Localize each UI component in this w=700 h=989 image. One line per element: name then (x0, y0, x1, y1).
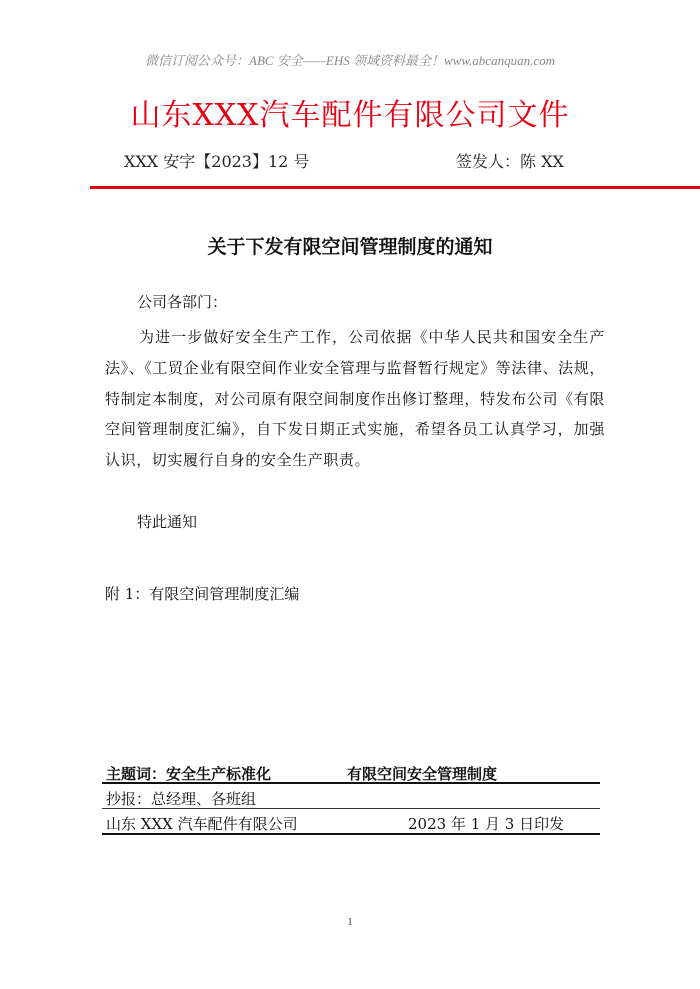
red-divider (90, 186, 700, 189)
keywords-row (102, 760, 600, 784)
keywords-label: 主题词：安全生产标准化 (106, 765, 272, 783)
body-paragraph: 为进一步做好安全生产工作，公司依据《中华人民共和国安全生产法》、《工贸企业有限空间作业安全管理与监督暂行规定》等法律、法规，特制定本制度，对公司原有限空间制度作出修订整理，特发布公司《有限空间管理制度汇编》，自下发日期正式实施，希望各员工认真学习，加强认识，切实履行自身的安全生产职责。 (105, 328, 605, 470)
cc-row (102, 784, 600, 809)
issue-date: 2023 年 1 月 3 日印发 (408, 815, 565, 833)
closing-line: 特此通知 (137, 513, 198, 531)
document-footer-table (102, 760, 600, 835)
signer: 签发人：陈 XX (456, 152, 564, 171)
page-number: 1 (347, 917, 353, 928)
salutation: 公司各部门： (137, 293, 228, 311)
document-title: 山东XXX汽车配件有限公司文件 (130, 98, 570, 133)
header-watermark-note: 微信订阅公众号：ABC 安全——EHS 领域资料最全！www.abcanquan.com (145, 53, 555, 68)
attachment-line: 附 1：有限空间管理制度汇编 (105, 585, 300, 603)
keywords-value: 有限空间安全管理制度 (347, 765, 498, 783)
issuer-row (102, 809, 600, 835)
issuer-name: 山东 XXX 汽车配件有限公司 (106, 815, 298, 833)
notice-title: 关于下发有限空间管理制度的通知 (207, 236, 493, 258)
document-number: XXX 安字【2023】12 号 (124, 152, 310, 171)
cc-text: 抄报：总经理、各班组 (106, 790, 257, 808)
